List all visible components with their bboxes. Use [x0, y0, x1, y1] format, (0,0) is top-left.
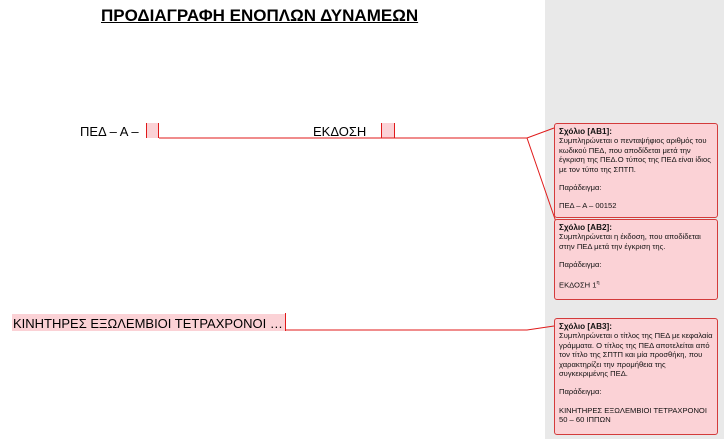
code-field-marker[interactable]	[146, 123, 159, 138]
comment-body: Συμπληρώνεται η έκδοση, που αποδίδεται στην ΠΕΔ μετά την έγκριση της.	[559, 232, 701, 251]
comment-header: Σχόλιο [AB2]:	[559, 223, 612, 232]
code-prefix-text: ΠΕΔ – Α –	[80, 124, 139, 139]
comment-body: Συμπληρώνεται ο τίτλος της ΠΕΔ με κεφαλαία γράμματα. Ο τίτλος της ΠΕΔ αποτελείται από τον τίτλο της ΣΠΤΠ και μία προσθήκη, που χαρακτηρίζει την προμήθεια της συγκεκριμένης ΠΕΔ.	[559, 331, 713, 379]
comment-example: ΚΙΝΗΤΗΡΕΣ ΕΞΩΛΕΜΒΙΟΙ ΤΕΤΡΑΧΡΟΝΟΙ 50 – 60 ΙΠΠΩΝ	[559, 405, 707, 425]
title-field-text: ΚΙΝΗΤΗΡΕΣ ΕΞΩΛΕΜΒΙΟΙ ΤΕΤΡΑΧΡΟΝΟΙ …	[13, 316, 283, 331]
document-title: ΠΡΟΔΙΑΓΡΑΦΗ ΕΝΟΠΛΩΝ ΔΥΝΑΜΕΩΝ	[101, 6, 419, 25]
edition-field-marker[interactable]	[381, 123, 395, 138]
title-field-end-marker	[285, 313, 286, 331]
comment-body: Συμπληρώνεται ο πενταψήφιος αριθμός του κωδικού ΠΕΔ, που αποδίδεται μετά την έγκριση της ΠΕΔ.Ο τύπος της ΠΕΔ είναι ίδιος με τον τύπο της ΣΠΤΠ.	[559, 136, 711, 174]
edition-label-text: ΕΚΔΟΣΗ	[313, 124, 367, 139]
comment-header: Σχόλιο [AB3]:	[559, 322, 612, 331]
comment-ab1[interactable]	[554, 123, 718, 218]
comment-example-label: Παράδειγμα:	[559, 183, 602, 193]
comment-ab3[interactable]	[554, 318, 718, 435]
comment-example-label: Παράδειγμα:	[559, 260, 602, 270]
comment-ab2[interactable]	[554, 219, 718, 300]
comment-example: ΠΕΔ – Α – 00152	[559, 201, 617, 211]
comment-example-label: Παράδειγμα:	[559, 387, 602, 397]
comment-header: Σχόλιο [AB1]:	[559, 127, 612, 136]
comment-example-line	[559, 279, 713, 290]
comment-example-sup: η	[596, 279, 600, 286]
comment-example: ΕΚΔΟΣΗ 1	[559, 280, 597, 290]
